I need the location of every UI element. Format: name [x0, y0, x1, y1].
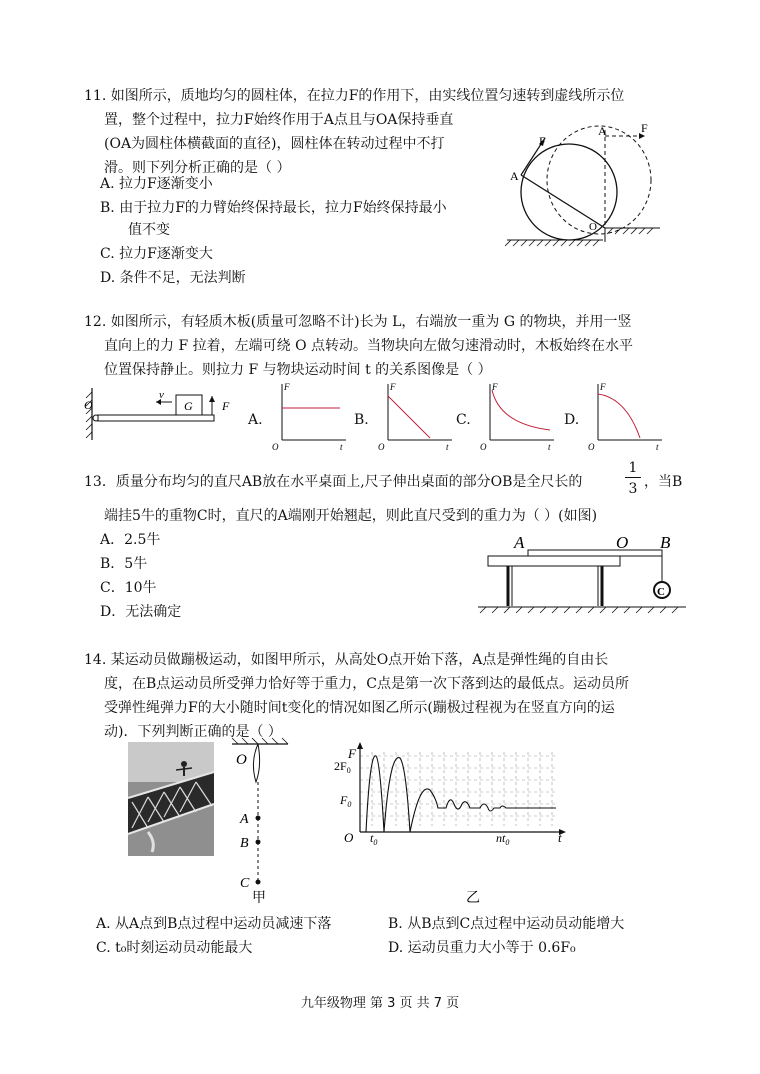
q14-jia-label-o: O	[236, 752, 247, 768]
q13-frac-num: 1	[628, 460, 638, 476]
q11-line-1: 11. 如图所示，质地均匀的圆柱体，在拉力F的作用下，由实线位置匀速转到虚线所示位	[84, 88, 625, 104]
q14-fig-jia	[222, 742, 302, 906]
page-footer: 九年级物理 第 3 页 共 7 页	[300, 996, 460, 1011]
q12-label-v: v	[159, 389, 164, 401]
svg-text:F: F	[492, 382, 498, 392]
q14-jia-caption: 甲	[252, 891, 266, 906]
q13-frac-den: 3	[628, 481, 638, 497]
q14-yi-label-t0: $t_0$	[370, 831, 378, 847]
svg-text:F: F	[284, 382, 290, 392]
q12-choice-b: B.	[354, 412, 369, 428]
q13-line-1-end: ，当B	[644, 474, 683, 490]
q11-cylinder-figure	[505, 120, 675, 250]
svg-text:O: O	[588, 442, 595, 452]
q14-jia-label-c: C	[240, 876, 250, 891]
q11-option-c: C. 拉力F逐渐变大	[100, 246, 213, 262]
q13-option-b: B．5牛	[100, 556, 148, 572]
q12-choice-a: A.	[248, 412, 263, 428]
q14-line-3: 受弹性绳弹力F的大小随时间t变化的情况如图乙所示(蹦极过程视为在竖直方向的运	[104, 700, 615, 716]
svg-text:O: O	[272, 442, 279, 452]
q14-option-c: C. t₀时刻运动员动能最大	[96, 940, 253, 956]
q11-label-a1: A	[510, 169, 519, 183]
q14-option-b: B. 从B点到C点过程中运动员动能增大	[388, 916, 625, 932]
q12-choice-d: D.	[564, 412, 580, 428]
q12-label-g: G	[184, 399, 193, 413]
q14-option-d: D. 运动员重力大小等于 0.6F₀	[388, 940, 576, 956]
q13-label-a: A	[514, 533, 525, 552]
q11-line-4: 滑。则下列分析正确的是（ ）	[104, 160, 291, 176]
q11-label-a2: A	[598, 124, 607, 138]
q11-option-b: B. 由于拉力F的力臂始终保持最长，拉力F始终保持最小	[100, 200, 447, 216]
bungee-photo	[128, 742, 214, 856]
q12-graph-a	[270, 380, 350, 450]
svg-text:t: t	[446, 442, 449, 452]
svg-text:F: F	[390, 382, 396, 392]
q14-yi-label-t: t	[558, 830, 562, 845]
q12-graph-d	[586, 380, 666, 450]
q12-graph-c	[478, 380, 558, 450]
q14-yi-label-f0: $F_0$	[340, 793, 352, 809]
q14-line-4: 动)．下列判断正确的是（ ）	[104, 724, 282, 740]
q14-jia-label-a: A	[240, 812, 249, 827]
q14-line-1: 14. 某运动员做蹦极运动，如图甲所示，从高处O点开始下落，A点是弹性绳的自由长	[84, 652, 609, 668]
q13-label-c: C	[657, 586, 665, 598]
q13-option-c: C．10牛	[100, 580, 157, 596]
q11-line-3: (OA为圆柱体横截面的直径)，圆柱体在转动过程中不打	[104, 136, 445, 152]
svg-text:O: O	[480, 442, 487, 452]
q14-jia-label-b: B	[240, 836, 249, 851]
q14-yi-caption: 乙	[466, 891, 480, 906]
q14-yi-label-f: F	[348, 746, 356, 761]
q14-yi-label-nt0: $nt_0$	[496, 831, 510, 847]
q14-yi-label-2f0: $2F_0$	[334, 759, 351, 775]
q12-label-o: O	[84, 398, 93, 412]
q13-option-d: D．无法确定	[100, 604, 182, 620]
q13-line-2: 端挂5牛的重物C时，直尺的A端刚开始翘起，则此直尺受到的重力为（ ）(如图)	[104, 508, 598, 524]
svg-text:O: O	[378, 442, 385, 452]
q13-ruler-figure	[478, 530, 688, 612]
q13-line-1: 13．质量分布均匀的直尺AB放在水平桌面上,尺子伸出桌面的部分OB是全尺长的	[84, 474, 583, 490]
q11-option-b-cont: 值不变	[128, 222, 170, 238]
q14-option-a: A. 从A点到B点过程中运动员减速下落	[96, 916, 332, 932]
q11-option-d: D. 条件不足，无法判断	[100, 270, 246, 286]
q12-choice-c: C.	[456, 412, 471, 428]
svg-text:F: F	[600, 382, 606, 392]
q12-graph-b	[376, 380, 456, 450]
q13-label-b: B	[660, 533, 671, 552]
q11-label-o: O	[589, 221, 597, 233]
q12-line-3: 位置保持静止。则拉力 F 与物块运动时间 t 的关系图像是（ ）	[104, 362, 492, 378]
q11-option-a: A. 拉力F逐渐变小	[100, 176, 213, 192]
q11-label-f1: F	[539, 134, 546, 148]
q13-option-a: A．2.5牛	[100, 532, 161, 548]
q14-line-2: 度，在B点运动员所受弹力恰好等于重力，C点是第一次下落到达的最低点。运动员所	[104, 676, 629, 692]
q14-yi-label-o: O	[344, 830, 354, 845]
q14-fig-yi	[330, 742, 570, 907]
q12-label-f: F	[222, 399, 230, 413]
q11-line-2: 置，整个过程中，拉力F始终作用于A点且与OA保持垂直	[104, 112, 454, 128]
q11-label-f2: F	[641, 121, 648, 135]
q12-line-2: 直向上的力 F 拉着，左端可绕 O 点转动。当物块向左做匀速滑动时，木板始终在水平	[104, 338, 633, 354]
svg-text:t: t	[548, 442, 551, 452]
q13-label-o: O	[616, 533, 629, 552]
q13-frac-bar	[625, 477, 641, 478]
svg-text:t: t	[340, 442, 343, 452]
q12-lever-figure	[84, 384, 244, 444]
svg-text:t: t	[656, 442, 659, 452]
q12-line-1: 12. 如图所示，有轻质木板(质量可忽略不计)长为 L，右端放一重为 G 的物块，并用一竖	[84, 314, 632, 330]
